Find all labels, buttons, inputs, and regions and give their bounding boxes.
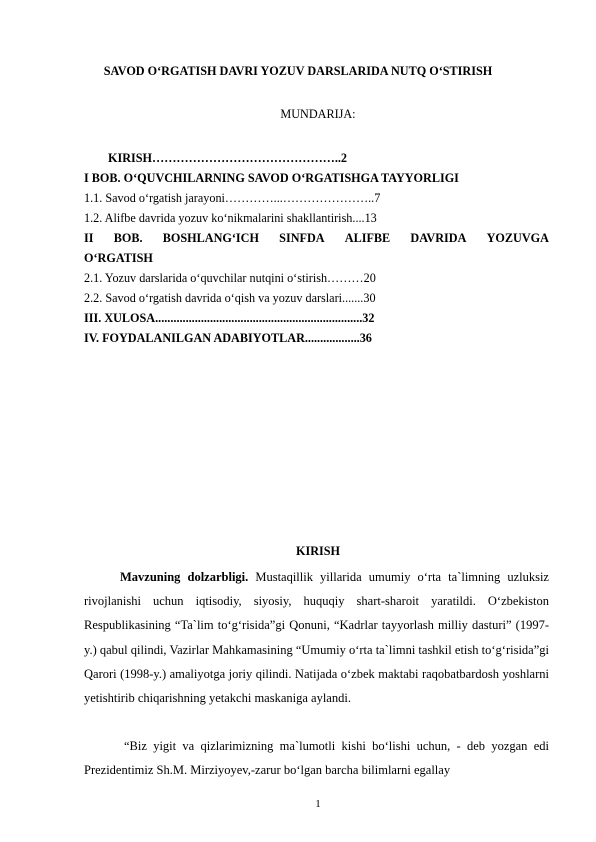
toc-chapter-2 — [84, 228, 549, 248]
toc-item-2-2: 2.2. Savod o‘rgatish davrida o‘qish va yozuv darslari.......30 — [84, 291, 376, 305]
toc-chapter-2-word: YOZUVGA — [486, 231, 549, 245]
intro-paragraph-1 — [84, 565, 549, 710]
toc-chapter-2-word: BOSHLANG‘ICH — [162, 231, 259, 245]
document-title: SAVOD O‘RGATISH DAVRI YOZUV DARSLARIDA NUTQ O‘STIRISH — [103, 64, 493, 78]
toc-item-1-2: 1.2. Alifbe davrida yozuv ko‘nikmalarini shakllantirish....13 — [84, 211, 377, 225]
toc-item-3: III. XULOSA....................................................................32 — [84, 311, 375, 325]
toc-chapter-2-continued: O‘RGATISH — [84, 251, 153, 265]
toc-item-1-1: 1.1. Savod o‘rgatish jarayoni…………...…………………..7 — [84, 191, 381, 205]
contents-heading: MUNDARIJA: — [280, 107, 356, 121]
toc-chapter-2-word: DAVRIDA — [410, 231, 467, 245]
toc-chapter-1: I BOB. O‘QUVCHILARNING SAVOD O‘RGATISHGA TAYYORLIGI — [84, 171, 459, 185]
page-number: 1 — [315, 798, 321, 810]
toc-kirish: KIRISH………………………………………..2 — [108, 151, 348, 165]
toc-item-2-1: 2.1. Yozuv darslarida o‘quvchilar nutqini o‘stirish………20 — [84, 271, 376, 285]
toc-chapter-2-word: BOB. — [113, 231, 143, 245]
toc-chapter-2-word: ALIFBE — [344, 231, 391, 245]
table-of-contents — [84, 148, 549, 348]
toc-chapter-2-word: II — [84, 231, 94, 245]
toc-chapter-2-word: SINFDA — [279, 231, 325, 245]
intro-heading: KIRISH — [295, 544, 341, 558]
toc-item-4: IV. FOYDALANILGAN ADABIYOTLAR..................36 — [84, 331, 372, 345]
paragraph-1-text: Mustaqillik yillarida umumiy o‘rta ta`limning uzluksiz rivojlanishi uchun iqtisodiy, siyosiy, huquqiy shart-sharoit yaratildi. O‘zbekiston Respublikasining “Ta`lim to‘g‘risida”gi Qonuni, “Kadrlar tayyorlash milliy dasturi” (1997-y.) qabul qilindi, Vazirlar Mahkamasining “Umumiy o‘rta ta`limni tashkil etish to‘g‘risida”gi Qarori (1998-y.) amaliyotga joriy qilindi. Natijada o‘zbek maktabi raqobatbardosh yoshlarni yetishtirib chiqarishning yetakchi maskaniga aylandi. — [84, 570, 549, 706]
paragraph-lead: Mavzuning dolzarbligi. — [120, 570, 249, 584]
intro-paragraph-2: “Biz yigit va qizlarimizning ma`lumotli kishi bo‘lishi uchun, - deb yozgan edi Prezidentimiz Sh.M. Mirziyoyev,-zarur bo‘lgan barcha bilimlarni egallay — [84, 739, 549, 778]
